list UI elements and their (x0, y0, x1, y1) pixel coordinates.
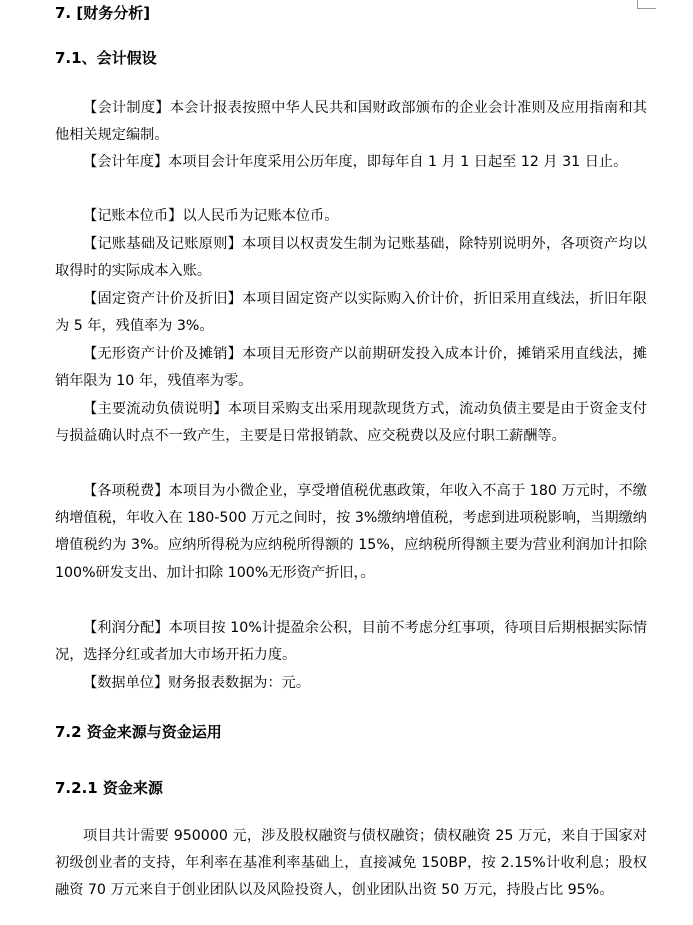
assumption-text: 以人民币为记账本位币。 (182, 208, 339, 224)
assumption-label: 【记账基础及记账原则】 (83, 236, 243, 252)
assumption-label: 【记账本位币】 (83, 208, 183, 224)
assumption-accounting-system (55, 95, 647, 149)
assumption-data-unit (55, 670, 647, 697)
assumption-intangible-assets (55, 341, 647, 395)
section-7-1-title: 7.1、会计假设 (55, 49, 157, 67)
assumption-text: 本项目采购支出采用现款现货方式，流动负债主要是由于资金支付与损益确认时点不一致产生，主要是日常报销款、应交税费以及应付职工薪酬等。 (55, 401, 647, 445)
assumption-currency (55, 203, 647, 230)
section-7-title: 7. [财务分析] (55, 4, 151, 22)
assumption-label: 【会计年度】 (83, 154, 169, 170)
assumption-label: 【各项税费】 (83, 483, 169, 499)
assumption-fixed-assets (55, 286, 647, 340)
assumption-fiscal-year (55, 149, 647, 176)
section-7-2-1-title: 7.2.1 资金来源 (55, 779, 163, 797)
assumption-text: 本项目为小微企业，享受增值税优惠政策，年收入不高于 180 万元时，不缴纳增值税，年收入在 180-500 万元之间时，按 3%缴纳增值税，考虑到进项税影响，当期缴纳增值税约为 3%。应纳所得税为应纳税所得额的 15%，应纳税所得额主要为营业利润加计扣除 100%研发支出、加计扣除 100%无形资产折旧，。 (55, 483, 647, 581)
assumption-text: 本项目以权责发生制为记账基础，除特别说明外，各项资产均以取得时的实际成本入账。 (55, 236, 647, 280)
assumption-text: 本项目无形资产以前期研发投入成本计价，摊销采用直线法，摊销年限为 10 年，残值率为零。 (55, 346, 647, 390)
assumption-text: 本项目固定资产以实际购入价计价，折旧采用直线法，折旧年限为 5 年，残值率为 3%。 (55, 291, 647, 335)
assumption-label: 【数据单位】 (83, 675, 169, 691)
assumption-taxes (55, 478, 647, 587)
funding-source-paragraph: 项目共计需要 950000 元，涉及股权融资与债权融资；债权融资 25 万元，来自于国家对初级创业者的支持，年利率在基准利率基础上，直接减免 150BP，按 2.15%计收利息；股权融资 70 万元来自于创业团队以及风险投资人，创业团队出资 50 万元，持股占比 95%。 (55, 828, 647, 899)
assumption-current-liabilities (55, 396, 647, 450)
assumption-label: 【会计制度】 (83, 100, 170, 116)
crop-mark-icon (637, 0, 656, 9)
assumption-label: 【无形资产计价及摊销】 (83, 346, 243, 362)
assumption-text: 本会计报表按照中华人民共和国财政部颁布的企业会计准则及应用指南和其他相关规定编制。 (55, 100, 647, 144)
assumption-text: 财务报表数据为：元。 (168, 675, 311, 691)
assumption-label: 【主要流动负债说明】 (83, 401, 228, 417)
assumption-text: 本项目会计年度采用公历年度，即每年自 1 月 1 日起至 12 月 31 日止。 (168, 154, 628, 170)
assumption-profit-distribution (55, 615, 647, 669)
section-7-2-title: 7.2 资金来源与资金运用 (55, 723, 222, 741)
assumption-accounting-basis (55, 231, 647, 285)
assumption-text: 本项目按 10%计提盈余公积，目前不考虑分红事项，待项目后期根据实际情况，选择分红或者加大市场开拓力度。 (55, 620, 647, 664)
assumption-label: 【利润分配】 (83, 620, 169, 636)
assumption-label: 【固定资产计价及折旧】 (83, 291, 243, 307)
